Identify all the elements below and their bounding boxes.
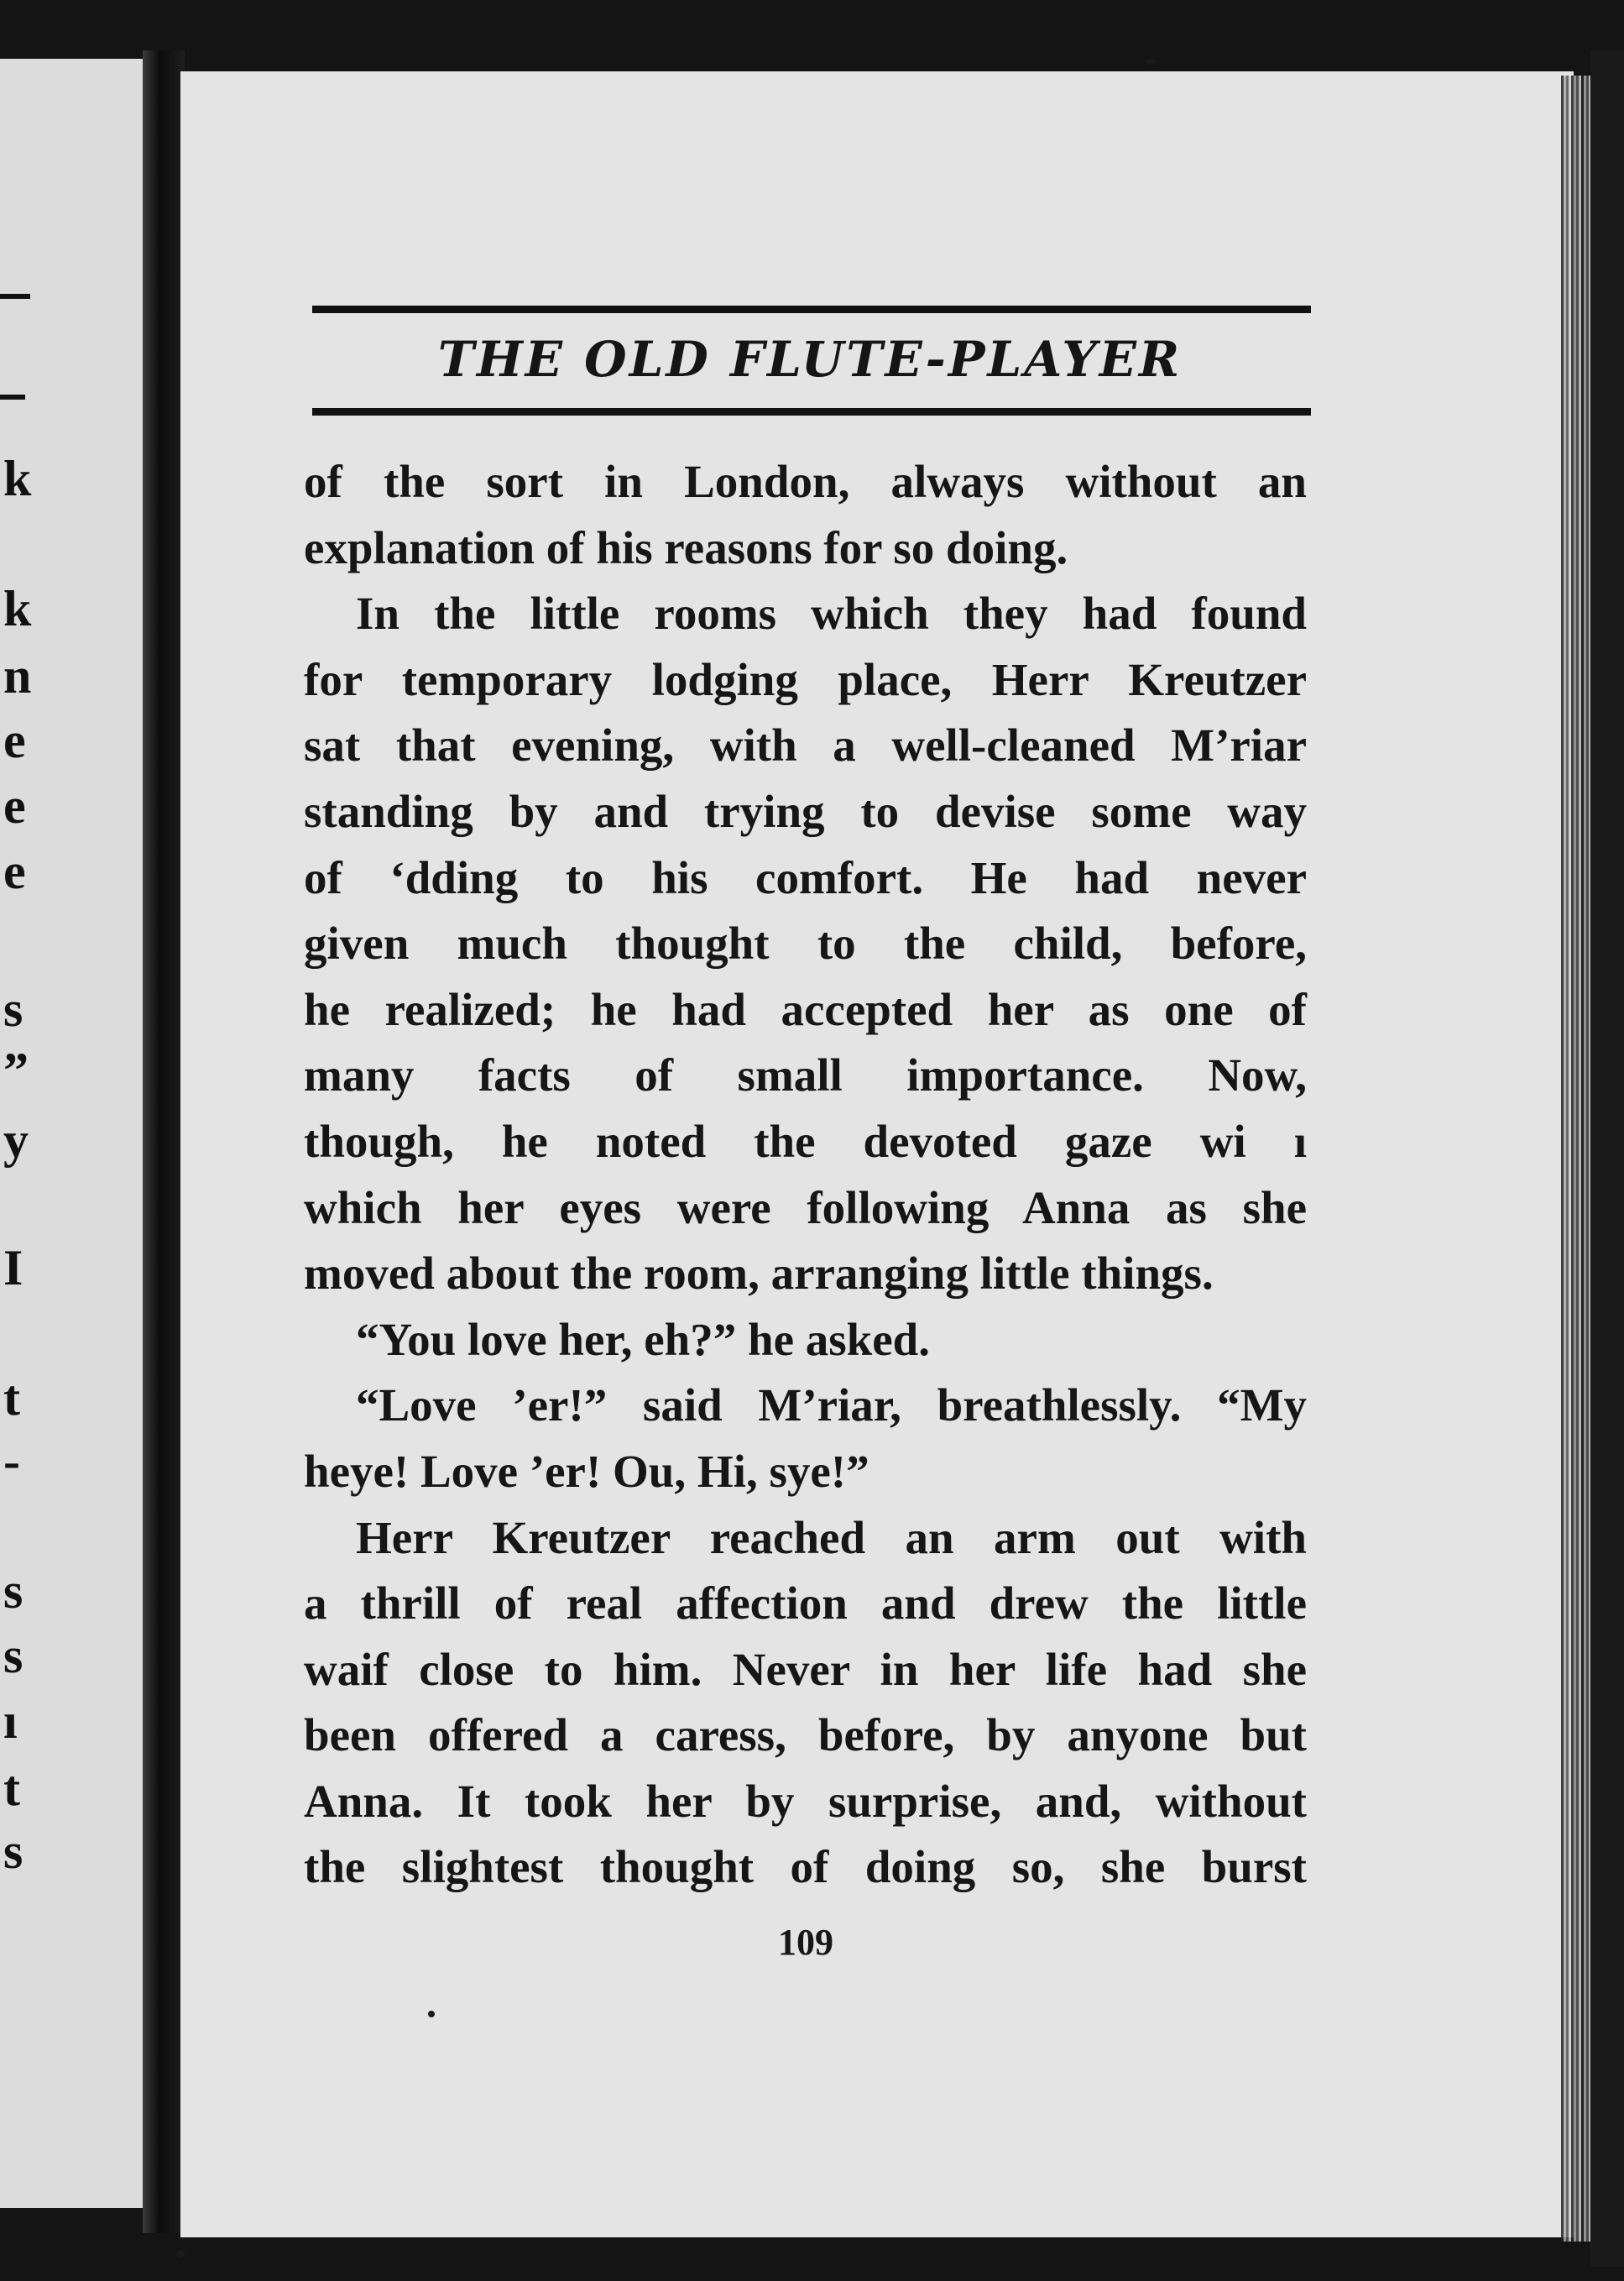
text-line: waif close to him. Never in her life had she <box>304 1643 1307 1695</box>
left-page-glyph: ı <box>3 1693 18 1749</box>
text-line: the slightest thought of doing so, she burst <box>304 1841 1307 1893</box>
left-page-rule <box>0 294 30 299</box>
text-line: of ʻdding to his comfort. He had never <box>304 851 1307 903</box>
scan-speck <box>428 2011 435 2017</box>
text-line: sat that evening, with a well-cleaned M’riar <box>304 719 1307 772</box>
text-line: a thrill of real affection and drew the little <box>304 1577 1307 1630</box>
text-line: which her eyes were following Anna as she <box>304 1181 1307 1233</box>
left-page-glyph: s <box>3 1563 23 1619</box>
scan-speck <box>176 2250 185 2258</box>
left-page-glyph: t <box>3 1370 20 1426</box>
text-line: been offered a caress, before, by anyone but <box>304 1709 1307 1761</box>
text-line: given much thought to the child, before, <box>304 918 1307 970</box>
text-line: for temporary lodging place, Herr Kreutzer <box>304 653 1307 705</box>
text-line: many facts of small importance. Now, <box>304 1049 1307 1101</box>
scan-speck <box>1146 59 1156 65</box>
text-line: “Love ’er!” said M’riar, breathlessly. “My <box>356 1379 1307 1431</box>
text-line: Anna. It took her by surprise, and, without <box>304 1775 1307 1827</box>
left-page-glyph: I <box>3 1240 23 1295</box>
header-bottom-rule <box>312 408 1311 416</box>
left-page-glyph: t <box>3 1760 20 1816</box>
text-line: heye! Love ’er! Ou, Hi, sye!” <box>304 1445 869 1497</box>
text-line: explanation of his reasons for so doing. <box>304 521 1068 573</box>
running-head: THE OLD FLUTE-PLAYER <box>437 331 1183 388</box>
text-line: moved about the room, arranging little things. <box>304 1248 1214 1300</box>
text-line: he realized; he had accepted her as one of <box>304 983 1307 1035</box>
left-page-glyph: ” <box>3 1043 29 1098</box>
header-top-rule <box>312 306 1311 313</box>
text-line: Herr Kreutzer reached an arm out with <box>356 1511 1307 1563</box>
left-page-glyph: s <box>3 1628 23 1683</box>
left-page-glyph: s <box>3 1823 23 1879</box>
left-page-rule <box>0 395 25 400</box>
left-page-glyph: e <box>3 713 26 768</box>
text-line: “You love her, eh?” he asked. <box>356 1313 931 1365</box>
text-line: of the sort in London, always without an <box>304 456 1307 507</box>
page-body <box>304 449 1307 1901</box>
left-page-glyph: s <box>3 981 23 1037</box>
left-page-glyph: y <box>3 1112 29 1168</box>
left-page-fragment <box>0 59 155 2208</box>
text-line: In the little rooms which they had found <box>356 588 1307 640</box>
scan-border-right <box>1590 50 1624 2267</box>
left-page-glyph: k <box>3 451 32 506</box>
left-page-glyph: - <box>3 1433 20 1488</box>
page-stack-edge <box>1561 76 1595 2242</box>
left-page-glyph: e <box>3 778 26 834</box>
text-line: standing by and trying to devise some way <box>304 785 1307 837</box>
text-line: though, he noted the devoted gaze wi ı <box>304 1115 1307 1167</box>
left-page-glyph: k <box>3 581 32 636</box>
page-number: 109 <box>778 1922 833 1963</box>
left-page-glyph: n <box>3 648 32 704</box>
left-page-glyph: e <box>3 844 26 899</box>
book-gutter <box>143 50 185 2233</box>
